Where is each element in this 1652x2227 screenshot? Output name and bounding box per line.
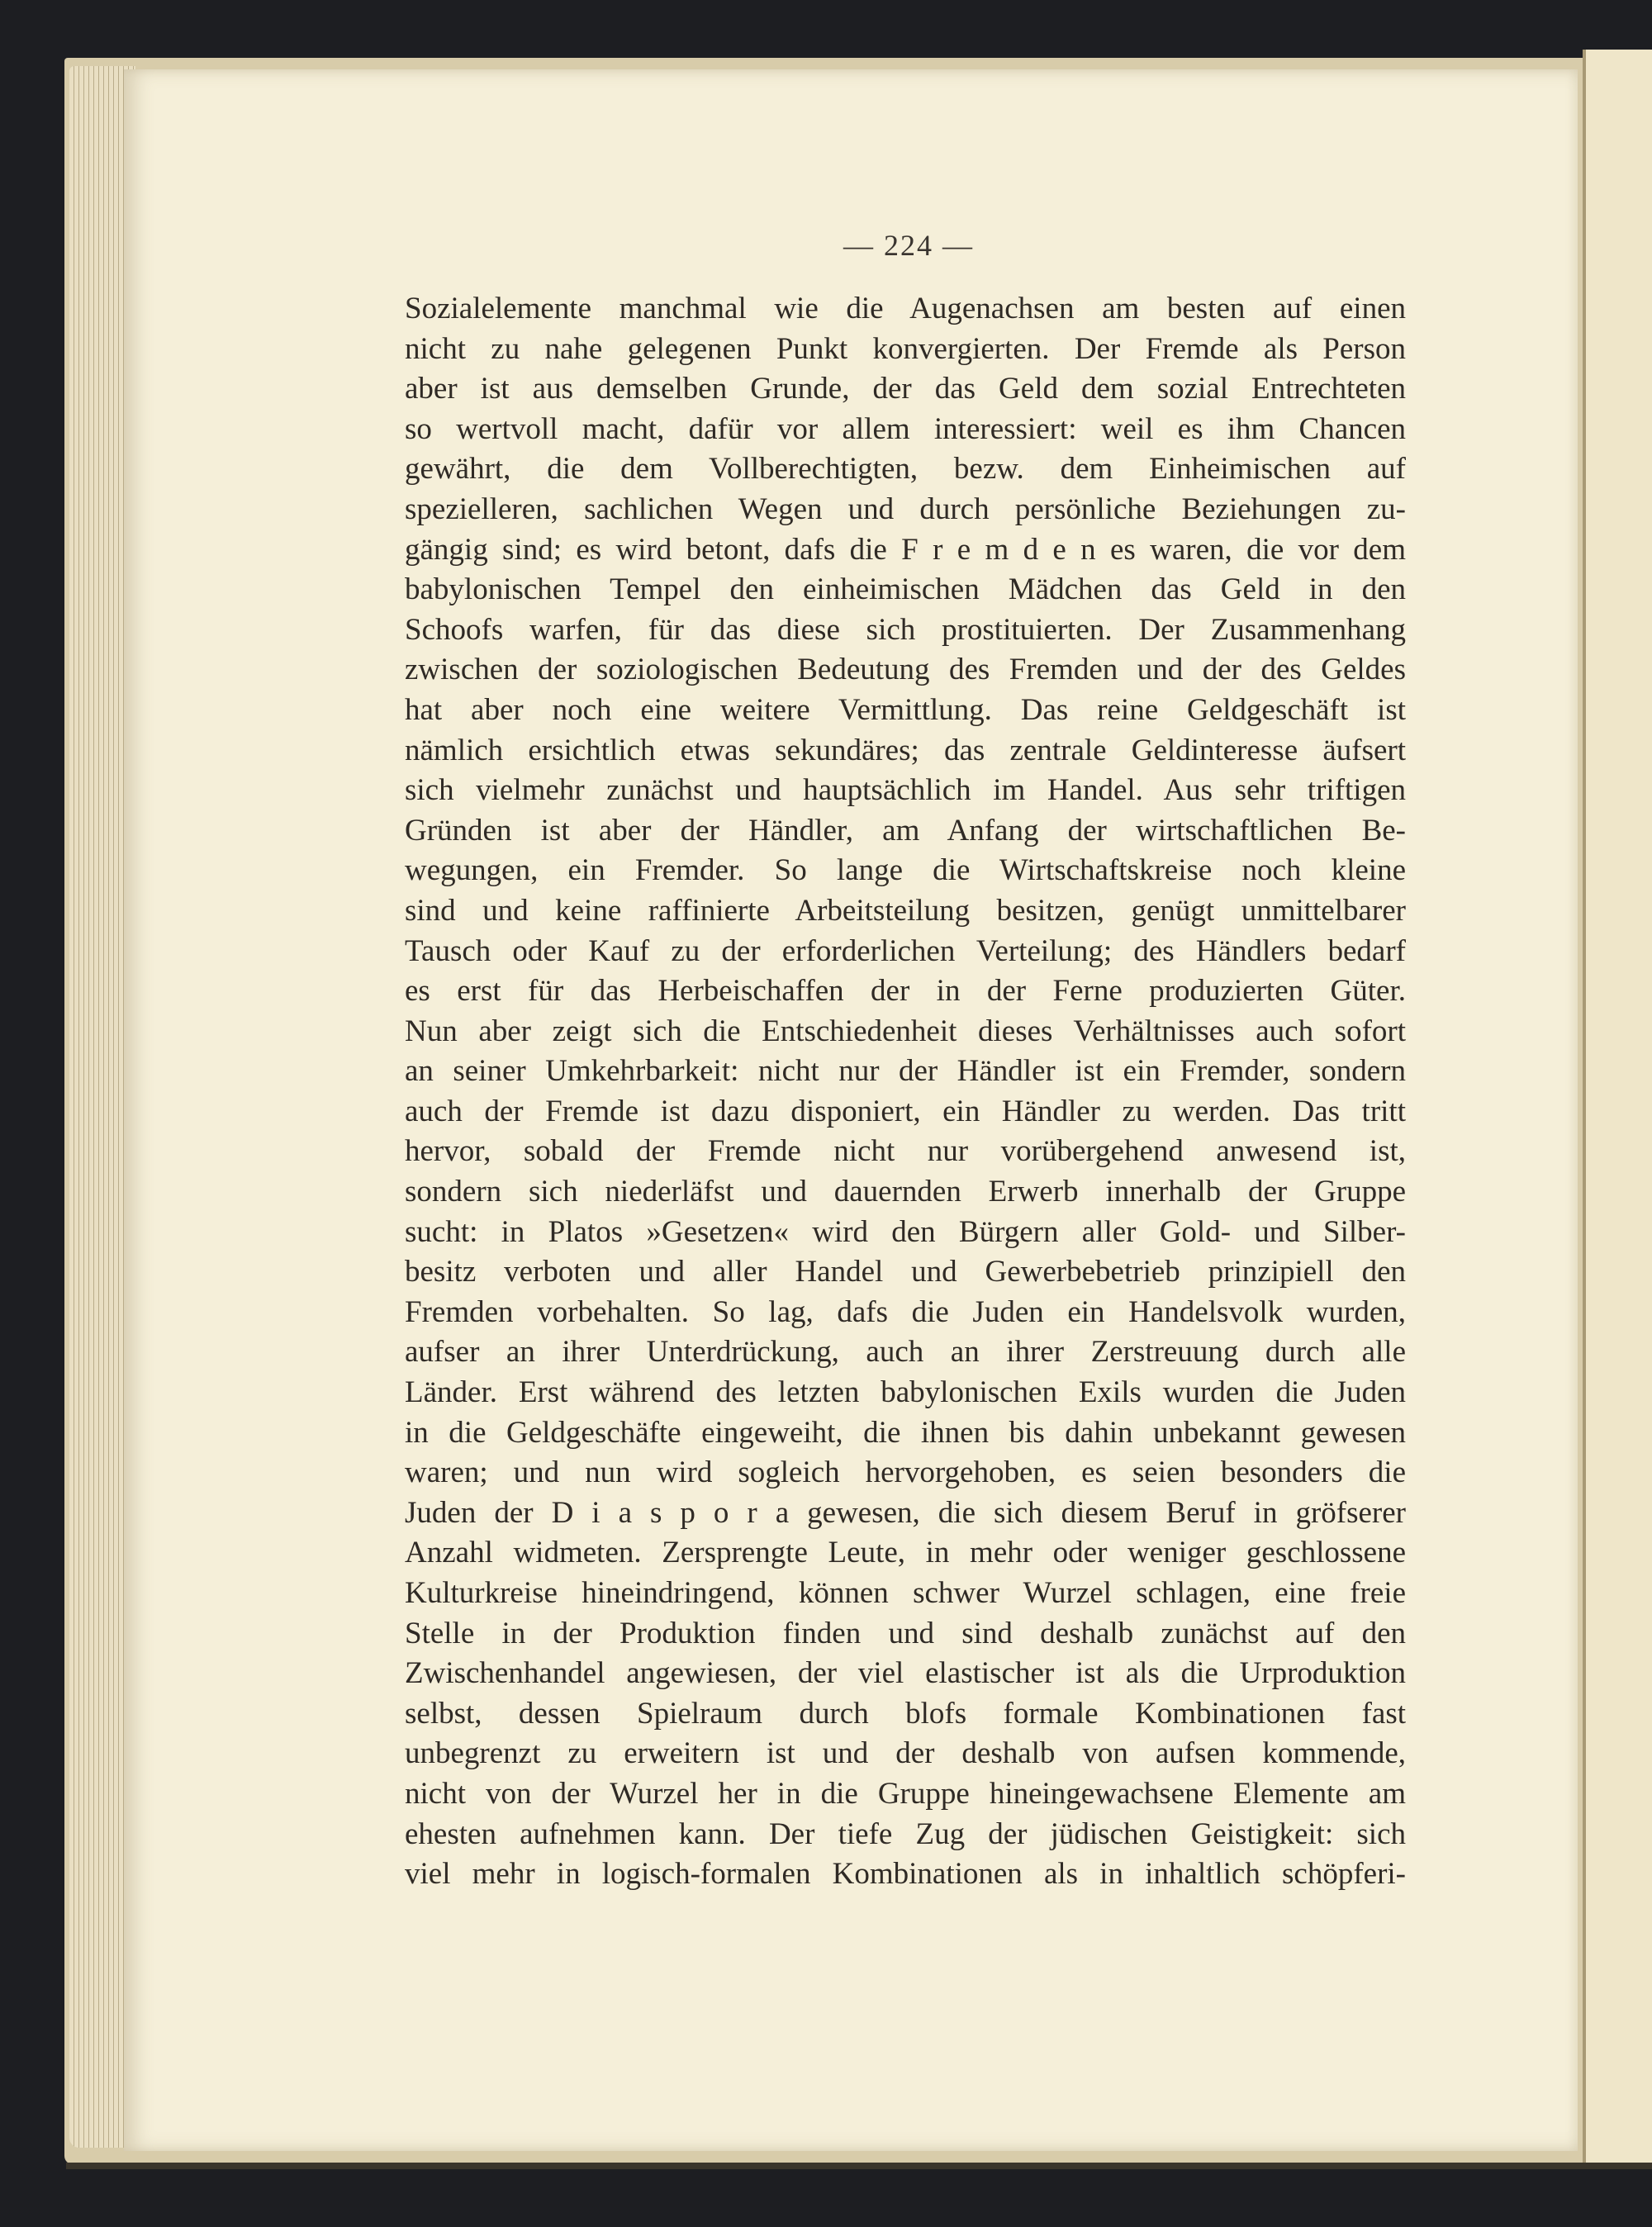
text-line: viel mehr in logisch-formalen Kombinationen als in inhaltlich schöpferi-: [405, 1857, 1406, 1892]
text-line: hat aber noch eine weitere Vermittlung. Das reine Geldgeschäft ist: [405, 692, 1406, 727]
text-line: sind und keine raffinierte Arbeitsteilung besitzen, genügt unmittelbarer: [405, 893, 1406, 928]
text-line: Anzahl widmeten. Zersprengte Leute, in mehr oder weniger geschlossene: [405, 1536, 1406, 1570]
text-line: aber ist aus demselben Grunde, der das Geld dem sozial Entrechteten: [405, 372, 1406, 406]
page-number: — 224 —: [843, 229, 974, 262]
page-shadow: [66, 2163, 1652, 2169]
text-line: Nun aber zeigt sich die Entschiedenheit dieses Verhältnisses auch sofort: [405, 1014, 1406, 1048]
text-line: so wertvoll macht, dafür vor allem interessiert: weil es ihm Chancen: [405, 411, 1406, 446]
body-text: [405, 289, 1406, 1895]
text-line: unbegrenzt zu erweitern ist und der deshalb von aufsen kommende,: [405, 1736, 1406, 1771]
text-line: Fremden vorbehalten. So lag, dafs die Juden ein Handelsvolk wurden,: [405, 1294, 1406, 1329]
text-line: in die Geldgeschäfte eingeweiht, die ihnen bis dahin unbekannt gewesen: [405, 1415, 1406, 1450]
text-line: babylonischen Tempel den einheimischen Mädchen das Geld in den: [405, 572, 1406, 607]
text-line: nämlich ersichtlich etwas sekundäres; das zentrale Geldinteresse äufsert: [405, 733, 1406, 767]
text-line: waren; und nun wird sogleich hervorgehoben, es seien besonders die: [405, 1455, 1406, 1490]
text-line: es erst für das Herbeischaffen der in der Ferne produzierten Güter.: [405, 974, 1406, 1009]
text-line: gewährt, die dem Vollberechtigten, bezw. dem Einheimischen auf: [405, 452, 1406, 487]
text-line: sondern sich niederläfst und dauernden Erwerb innerhalb der Gruppe: [405, 1175, 1406, 1209]
text-line: gängig sind; es wird betont, dafs die F r e m d e n es waren, die vor dem: [405, 532, 1406, 567]
text-line: Tausch oder Kauf zu der erforderlichen Verteilung; des Händlers bedarf: [405, 933, 1406, 968]
text-line: sucht: in Platos »Gesetzen« wird den Bürgern aller Gold- und Silber-: [405, 1214, 1406, 1249]
text-line: Sozialelemente manchmal wie die Augenachsen am besten auf einen: [405, 292, 1406, 325]
text-line: nicht von der Wurzel her in die Gruppe hineingewachsene Elemente am: [405, 1776, 1406, 1811]
text-line: spezielleren, sachlichen Wegen und durch persönliche Beziehungen zu-: [405, 491, 1406, 526]
text-line: an seiner Umkehrbarkeit: nicht nur der Händler ist ein Fremder, sondern: [405, 1054, 1406, 1089]
text-line: Juden der D i a s p o r a gewesen, die sich diesem Beruf in gröfserer: [405, 1495, 1406, 1530]
text-line: Zwischenhandel angewiesen, der viel elastischer ist als die Urproduktion: [405, 1656, 1406, 1691]
text-line: auch der Fremde ist dazu disponiert, ein Händler zu werden. Das tritt: [405, 1094, 1406, 1128]
text-line: Schoofs warfen, für das diese sich prostituierten. Der Zusammenhang: [405, 612, 1406, 647]
text-line: selbst, dessen Spielraum durch blofs formale Kombinationen fast: [405, 1696, 1406, 1731]
text-line: Stelle in der Produktion finden und sind deshalb zunächst auf den: [405, 1616, 1406, 1650]
text-line: Kulturkreise hineindringend, können schwer Wurzel schlagen, eine freie: [405, 1576, 1406, 1610]
text-line: sich vielmehr zunächst und hauptsächlich im Handel. Aus sehr triftigen: [405, 773, 1406, 808]
text-line: nicht zu nahe gelegenen Punkt konvergierten. Der Fremde als Person: [405, 331, 1406, 366]
text-line: Länder. Erst während des letzten babylonischen Exils wurden die Juden: [405, 1375, 1406, 1410]
text-line: zwischen der soziologischen Bedeutung des Fremden und der des Geldes: [405, 653, 1406, 687]
text-line: ehesten aufnehmen kann. Der tiefe Zug der jüdischen Geistigkeit: sich: [405, 1816, 1406, 1851]
text-line: aufser an ihrer Unterdrückung, auch an ihrer Zerstreuung durch alle: [405, 1335, 1406, 1370]
text-line: wegungen, ein Fremder. So lange die Wirtschaftskreise noch kleine: [405, 853, 1406, 888]
text-line: Gründen ist aber der Händler, am Anfang der wirtschaftlichen Be-: [405, 813, 1406, 848]
text-line: besitz verboten und aller Handel und Gewerbebetrieb prinzipiell den: [405, 1255, 1406, 1289]
facing-page-edge: [1583, 50, 1652, 2164]
text-line: hervor, sobald der Fremde nicht nur vorübergehend anwesend ist,: [405, 1134, 1406, 1169]
